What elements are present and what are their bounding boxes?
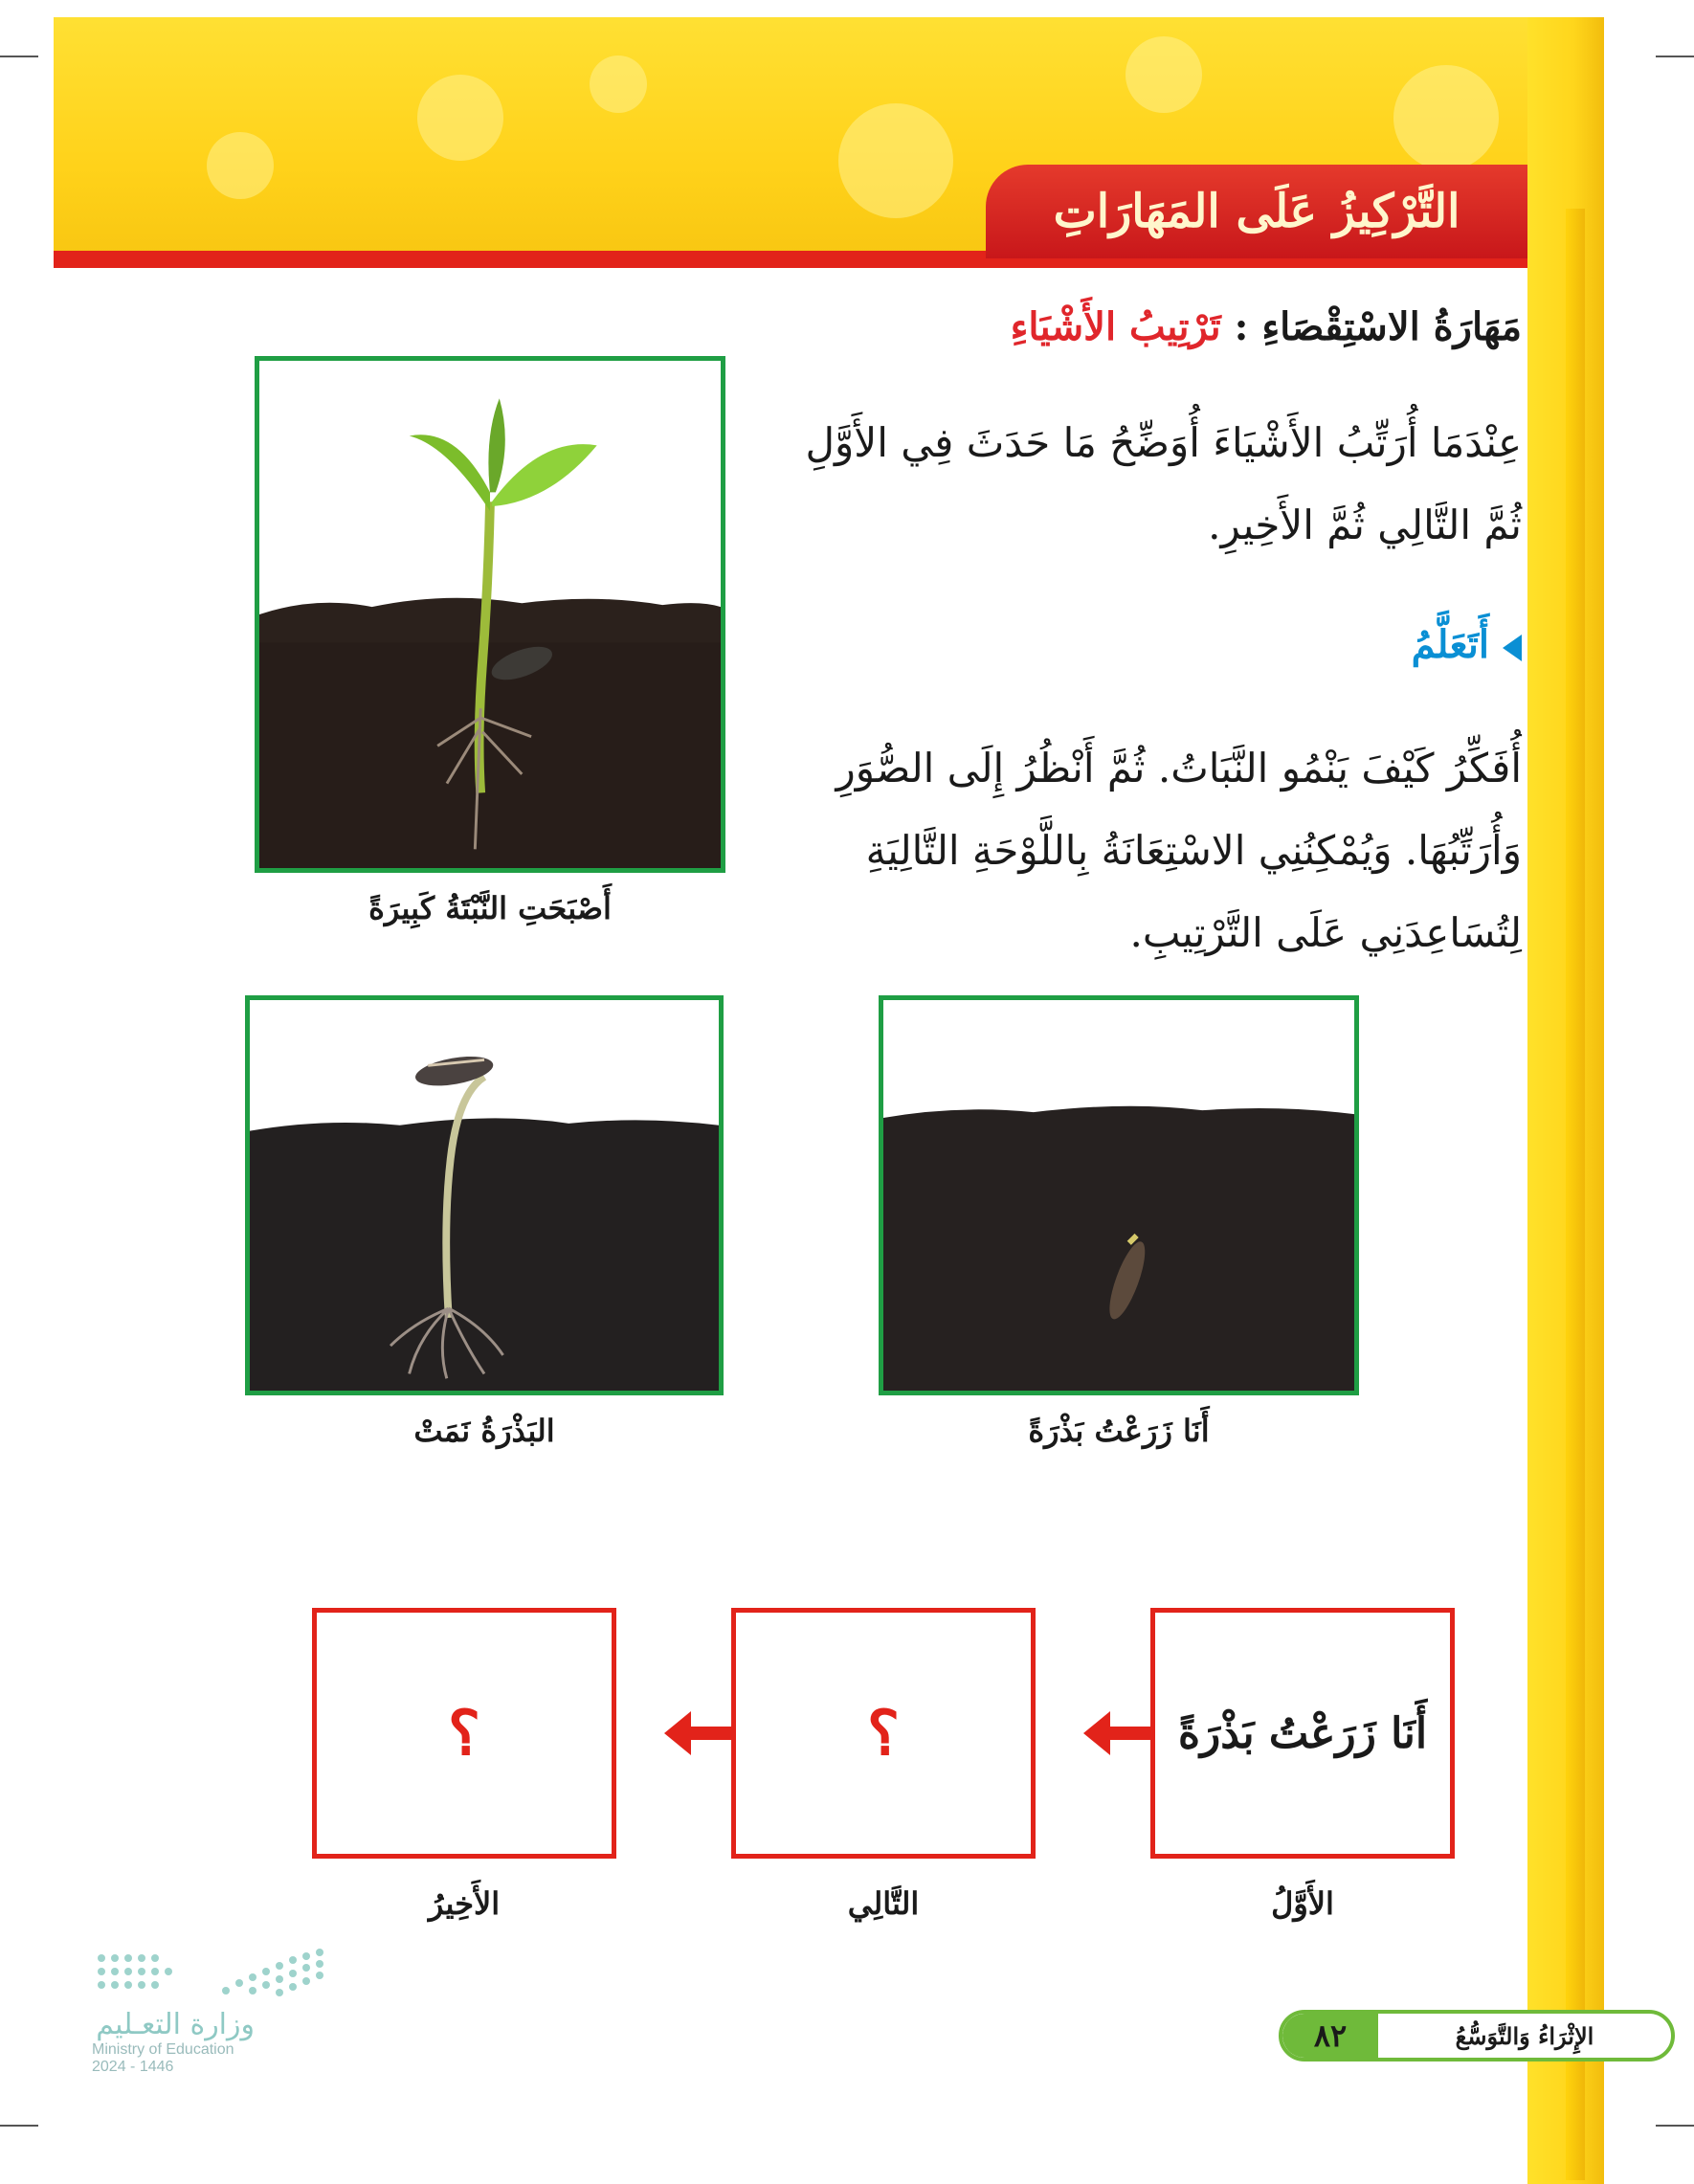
caption-seed-planted: أَنَا زَرَعْتُ بَذْرَةً <box>1028 1413 1210 1449</box>
sequence-box-last[interactable] <box>312 1608 616 1859</box>
label-last: الأَخِيرُ <box>428 1885 501 1922</box>
ministry-year: 2024 - 1446 <box>92 2059 174 2075</box>
learn-heading <box>756 622 1522 667</box>
crop-mark <box>0 2125 38 2127</box>
learn-heading-text: أَتَعَلَّمُ <box>1411 622 1489 667</box>
skill-name: تَرْتِيبُ الأَشْيَاءِ <box>1010 304 1221 349</box>
ministry-name-ar: وزارة التعـليم <box>96 2008 255 2041</box>
arrow-left-icon <box>1083 1711 1150 1755</box>
skill-heading <box>756 304 1522 349</box>
ministry-name-en: Ministry of Education <box>92 2041 234 2058</box>
triangle-icon <box>1503 635 1522 661</box>
photo-big-plant <box>255 356 725 873</box>
label-next: التَّالِي <box>847 1885 920 1922</box>
ministry-dots-icon <box>92 1949 331 2004</box>
caption-big-plant: أَصْبَحَتِ النَّبْتَةُ كَبِيرَةً <box>368 890 612 926</box>
question-mark: ؟ <box>448 1697 480 1770</box>
page-number: ٨٢ <box>1282 2014 1378 2058</box>
sequence-box-first <box>1150 1608 1455 1859</box>
crop-mark <box>1656 56 1694 57</box>
sequence-first-text: أَنَا زَرَعْتُ بَذْرَةً <box>1177 1708 1428 1758</box>
footer-section: الإِثْرَاءُ وَالتَّوَسُّعُ <box>1455 2021 1594 2050</box>
ministry-logo <box>92 1949 341 2076</box>
sequence-box-next[interactable] <box>731 1608 1036 1859</box>
crop-mark <box>0 56 38 57</box>
photo-seed-planted <box>879 995 1359 1395</box>
label-first: الأَوَّلُ <box>1271 1885 1334 1922</box>
question-mark: ؟ <box>867 1697 900 1770</box>
caption-seed-sprouted: البَذْرَةُ نَمَتْ <box>413 1413 555 1449</box>
skill-label: مَهَارَةُ الاسْتِقْصَاءِ : <box>1234 304 1522 349</box>
photo-seed-sprouted <box>245 995 724 1395</box>
footer-bar <box>1279 2010 1675 2061</box>
learn-paragraph: أُفَكِّرُ كَيْفَ يَنْمُو النَّبَاتُ. ثُمَّ أَنْظُرُ إِلَى الصُّوَرِ وَأُرَتِّبُهَا. وَيُمْكِنُنِي الاسْتِعَانَةُ بِاللَّوْحَةِ التَّالِيَةِ لِتُسَاعِدَنِي عَلَى التَّرْتِيبِ. <box>836 745 1522 956</box>
header-tab <box>986 165 1527 258</box>
intro-paragraph: عِنْدَمَا أُرَتِّبُ الأَشْيَاءَ أُوَضِّحُ مَا حَدَثَ فِي الأَوَّلِ ثُمَّ التَّالِي ثُمَّ الأَخِيرِ. <box>805 419 1522 548</box>
crop-mark <box>1656 2125 1694 2127</box>
page-title: التَّرْكِيزُ عَلَى المَهَارَاتِ <box>1053 185 1460 238</box>
arrow-left-icon <box>664 1711 731 1755</box>
right-yellow-border <box>1527 17 1604 2184</box>
